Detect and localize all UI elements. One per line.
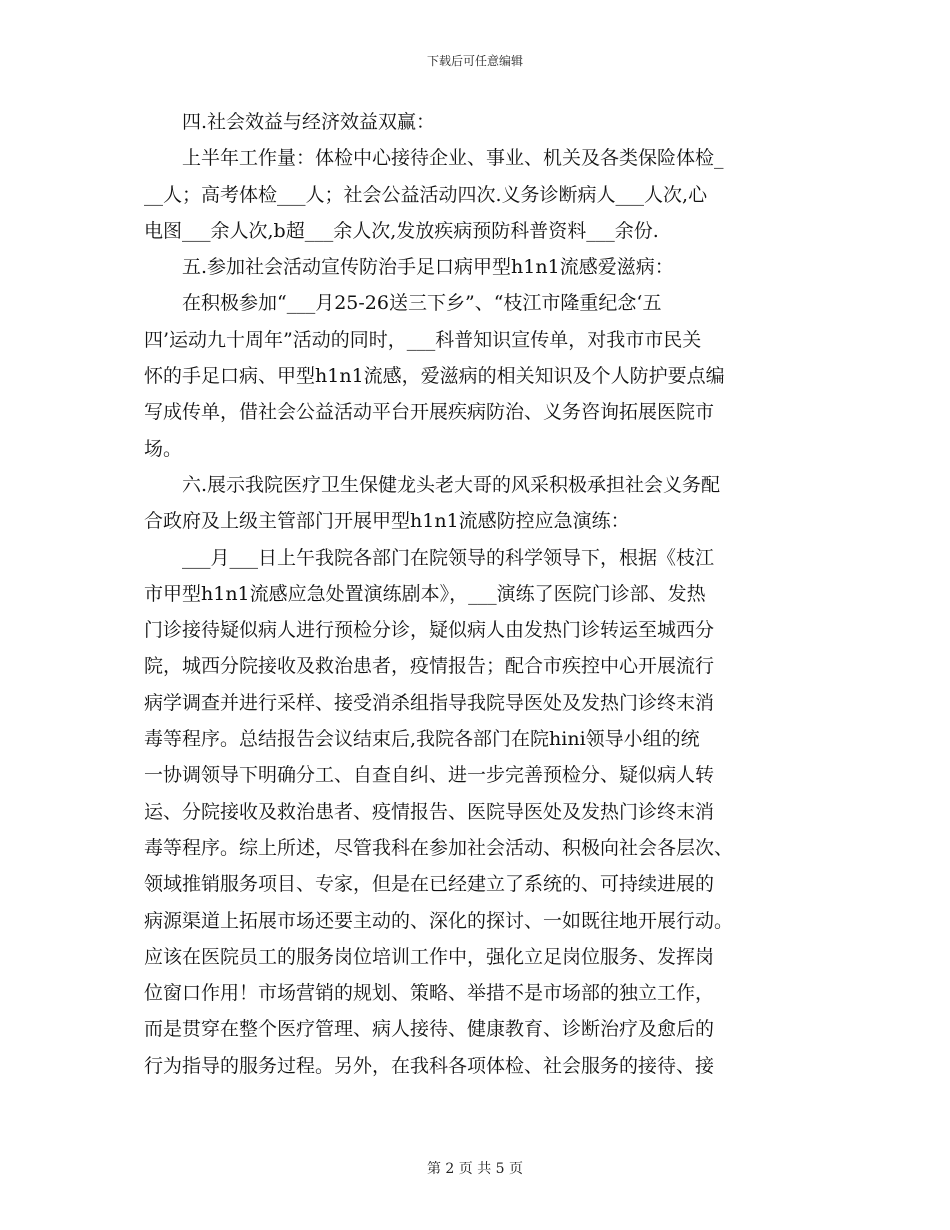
body-line: 六.展示我院医疗卫生保健龙头老大哥的风采积极承担社会义务配: [144, 473, 721, 496]
body-line: 写成传单，借社会公益活动平台开展疾病防治、义务咨询拓展医院市: [144, 401, 715, 424]
body-line: 市甲型h1n1流感应急处置演练剧本》，___演练了医院门诊部、发热: [144, 582, 706, 605]
body-line: 病源渠道上拓展市场还要主动的、深化的探讨、一如既往地开展行动。: [144, 909, 734, 932]
body-line: 四’运动九十周年”活动的同时，___科普知识宣传单，对我市市民关: [144, 328, 702, 351]
page-header-note: 下载后可任意编辑: [426, 54, 523, 68]
body-line: __人；高考体检___人；社会公益活动四次.义务诊断病人___人次,心: [144, 183, 708, 206]
body-line: 场。: [144, 437, 183, 460]
body-line: 门诊接待疑似病人进行预检分诊，疑似病人由发热门诊转运至城西分: [144, 619, 715, 642]
body-line: ___月___日上午我院各部门在院领导的科学领导下，根据《枝江: [144, 546, 715, 569]
body-line: 领域推销服务项目、专家，但是在已经建立了系统的、可持续进展的: [144, 873, 715, 896]
body-line: 毒等程序。综上所述，尽管我科在参加社会活动、积极向社会各层次、: [144, 836, 734, 859]
body-line: 五.参加社会活动宣传防治手足口病甲型h1n1流感爱滋病：: [144, 256, 674, 279]
body-line: 行为指导的服务过程。另外，在我科各项体检、社会服务的接待、接: [144, 1054, 715, 1077]
page-number-footer: 第 2 页 共 5 页: [426, 1161, 524, 1177]
body-line: 合政府及上级主管部门开展甲型h1n1流感防控应急演练：: [144, 510, 630, 533]
body-line: 电图___余人次,b超___余人次,发放疾病预防科普资料___余份.: [144, 219, 659, 242]
document-body: [144, 104, 819, 1084]
body-line: 在积极参加“___月25-26送三下乡”、“枝江市隆重纪念‘五: [144, 292, 662, 315]
body-line: 院，城西分院接收及救治患者，疫情报告；配合市疾控中心开展流行: [144, 655, 715, 678]
body-line: 四.社会效益与经济效益双赢：: [144, 111, 436, 133]
body-line: 而是贯穿在整个医疗管理、病人接待、健康教育、诊断治疗及愈后的: [144, 1018, 715, 1041]
body-line: 怀的手足口病、甲型h1n1流感，爱滋病的相关知识及个人防护要点编: [144, 365, 725, 388]
body-line: 一协调领导下明确分工、自查自纠、进一步完善预检分、疑似病人转: [144, 764, 715, 787]
body-line: 病学调查并进行采样、接受消杀组指导我院导医处及发热门诊终末消: [144, 691, 715, 714]
body-line: 毒等程序。总结报告会议结束后,我院各部门在院hini领导小组的统: [144, 728, 700, 751]
body-line: 上半年工作量：体检中心接待企业、事业、机关及各类保险体检_: [144, 147, 724, 170]
body-line: 应该在医院员工的服务岗位培训工作中，强化立足岗位服务、发挥岗: [144, 945, 715, 968]
body-line: 位窗口作用！市场营销的规划、策略、举措不是市场部的独立工作，: [144, 982, 715, 1005]
body-line: 运、分院接收及救治患者、疫情报告、医院导医处及发热门诊终末消: [144, 800, 715, 823]
